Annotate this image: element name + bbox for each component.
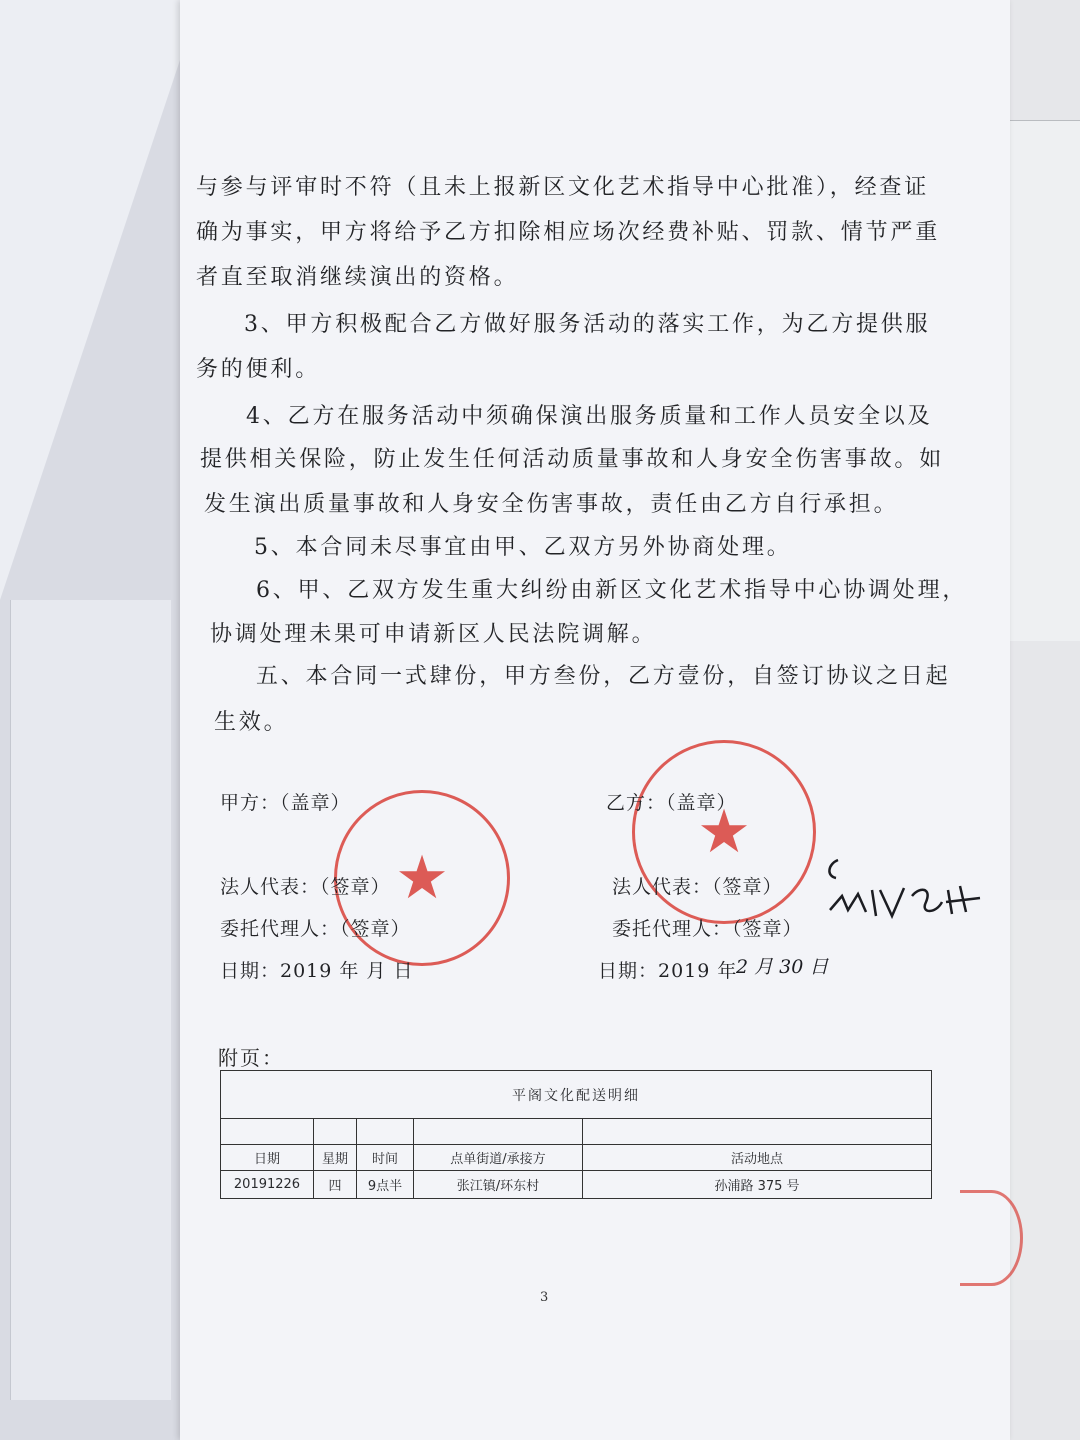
party-b-legal-rep: 法人代表：（签章） [612,876,783,898]
annex-label: 附页： [218,1046,284,1070]
table-title: 平阁文化配送明细 [221,1071,932,1119]
table-cell: 9点半 [357,1171,414,1199]
party-b-date-handwritten: 2 月 30 日 [736,956,829,978]
paragraph-line: 6、甲、乙双方发生重大纠纷由新区文化艺术指导中心协调处理， [256,578,968,603]
party-b-title: 乙方：（盖章） [606,792,737,814]
paragraph-line: 发生演出质量事故和人身安全伤害事故，责任由乙方自行承担。 [204,492,899,517]
party-a-date: 日期：2019 年 月 日 [220,960,414,982]
paragraph-line: 4、乙方在服务活动中须确保演出服务质量和工作人员安全以及 [246,404,933,429]
paragraph-line: 提供相关保险，防止发生任何活动质量事故和人身安全伤害事故。如 [200,447,945,472]
party-a-agent: 委托代理人：（签章） [220,918,411,940]
column-header: 活动地点 [583,1145,932,1171]
seal-star-icon: ★ [395,843,449,913]
paragraph-line: 3、甲方积极配合乙方做好服务活动的落实工作，为乙方提供服 [244,312,931,337]
party-b-agent: 委托代理人：（签章） [612,918,803,940]
partial-seal-mark [960,1190,1023,1286]
paragraph-line: 协调处理未果可申请新区人民法院调解。 [210,622,657,647]
background-sheet [0,0,200,600]
paragraph-line: 确为事实，甲方将给予乙方扣除相应场次经费补贴、罚款、情节严重 [196,220,941,245]
handwritten-signature [820,850,990,930]
table-cell: 20191226 [221,1171,314,1199]
column-header: 点单街道/承接方 [414,1145,583,1171]
paragraph-line: 5、本合同未尽事宜由甲、乙双方另外协商处理。 [254,535,792,560]
background-sheet [10,600,171,1400]
table-cell: 孙浦路 375 号 [583,1171,932,1199]
paragraph-line: 五、本合同一式肆份，甲方叁份，乙方壹份，自签订协议之日起 [256,664,951,689]
table-row [221,1171,932,1199]
column-header: 日期 [221,1145,314,1171]
page-number: 3 [540,1290,549,1305]
party-b-date-prefix: 日期：2019 年 [598,960,738,982]
delivery-detail-table [220,1070,932,1199]
paragraph-line: 者直至取消继续演出的资格。 [196,265,519,290]
table-cell: 张江镇/环东村 [414,1171,583,1199]
column-header: 星期 [314,1145,357,1171]
column-header: 时间 [357,1145,414,1171]
paragraph-line: 务的便利。 [196,357,321,382]
party-a-title: 甲方：（盖章） [220,792,351,814]
table-cell: 四 [314,1171,357,1199]
party-a-legal-rep: 法人代表：（签章） [220,876,391,898]
table-header-row [221,1145,932,1171]
paragraph-line: 生效。 [214,710,289,735]
seal-star-icon: ★ [697,797,751,867]
paragraph-line: 与参与评审时不符（且未上报新区文化艺术指导中心批准），经查证 [196,175,930,200]
